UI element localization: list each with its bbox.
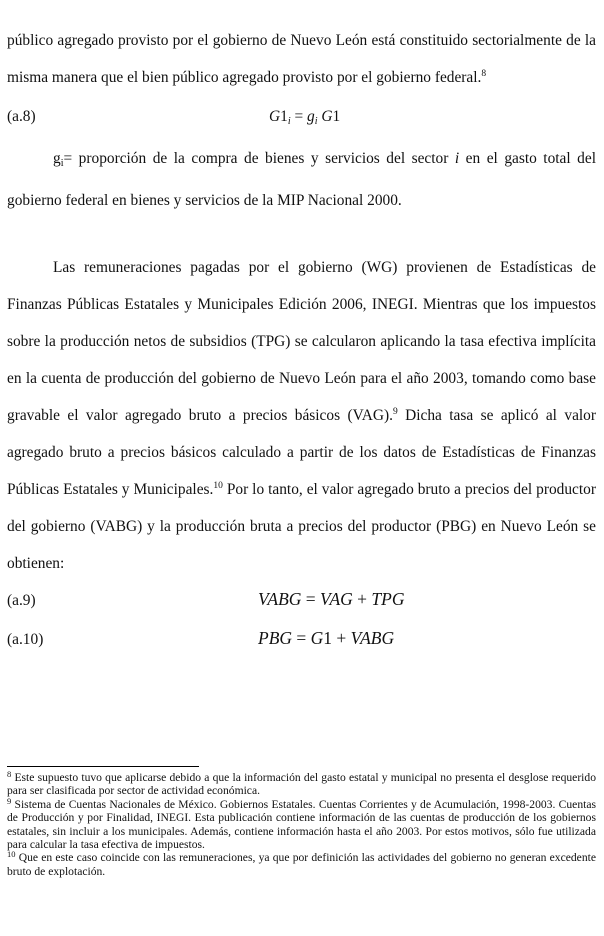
equation-body: $G1_i = g_i$ G1: [269, 108, 341, 127]
footnote-ref-9: 9: [392, 407, 398, 417]
footnote-8: $^8$ Este supuesto tuvo que aplicarse debido a que la información del gasto estatal y municipal no presenta el desglose requerido para ser clasificada por sector de actividad económica.: [7, 769, 596, 798]
paragraph-1-text: público agregado provisto por el gobierno de Nuevo León está constituido sectorialmente de la misma manera que el bien público agregado provisto por el gobierno federal.: [7, 32, 596, 86]
equation-label: (a.9): [7, 592, 36, 609]
equation-a10: [7, 628, 596, 655]
equation-a8: [7, 108, 596, 132]
equation-a9: [7, 589, 596, 616]
footnote-9: $^9$ Sistema de Cuentas Nacionales de México. Gobiernos Estatales. Cuentas Corrientes y de Acumulación, 1998-2003. Cuentas de Producción y por Finalidad, INEGI. Esta publicación contiene información de las cuentas de producción de los gobiernos estatales, sin incluir a los municipales. Además, contiene información hasta el año 2003. Por estos motivos, sólo fue utilizada para calcular la tasa efectiva de impuestos.: [7, 795, 596, 852]
footnote-ref-10: 10: [213, 481, 223, 491]
paragraph-2: Las remuneraciones pagadas por el gobierno (WG) provienen de Estadísticas de Finanzas Públicas Estatales y Municipales Edición 2006, INEGI. Mientras que los impuestos sobre la producción netos de subsidios (TPG) se calcularon aplicando la tasa efectiva implícita en la cuenta de producción del gobierno de Nuevo León para el año 2003, tomando como base gravable el valor agregado bruto a precios básicos (VAG).$^9$ Dicha tasa se aplicó al valor agregado bruto a precios básicos calculado a partir de los datos de Estadísticas de Finanzas Públicas Estatales y Municipales.$^{10}$ Por lo tanto, el valor agregado bruto a precios del productor del gobierno (VABG) y la producción bruta a precios del productor (PBG) en Nuevo León se obtienen:: [7, 259, 596, 572]
paragraph-1: [7, 22, 596, 96]
equation-body: PBG = G1 + VABG: [258, 628, 395, 648]
footnote-ref-8: 8: [481, 69, 487, 79]
footnote-separator: [7, 766, 199, 767]
equation-body: VABG = VAG + TPG: [258, 589, 405, 609]
definition-paragraph: $g_i=$ proporción de la compra de bienes y servicios del sector i en el gasto total del gobierno federal en bienes y servicios de la MIP Nacional 2000.: [7, 150, 596, 209]
footnotes: [7, 771, 596, 878]
footnote-10: $^{10}$ Que en este caso coincide con las remuneraciones, ya que por definición las actividades del gobierno no generan excedente bruto de explotación.: [7, 849, 596, 878]
equation-label: (a.8): [7, 108, 36, 125]
equation-label: (a.10): [7, 631, 44, 648]
